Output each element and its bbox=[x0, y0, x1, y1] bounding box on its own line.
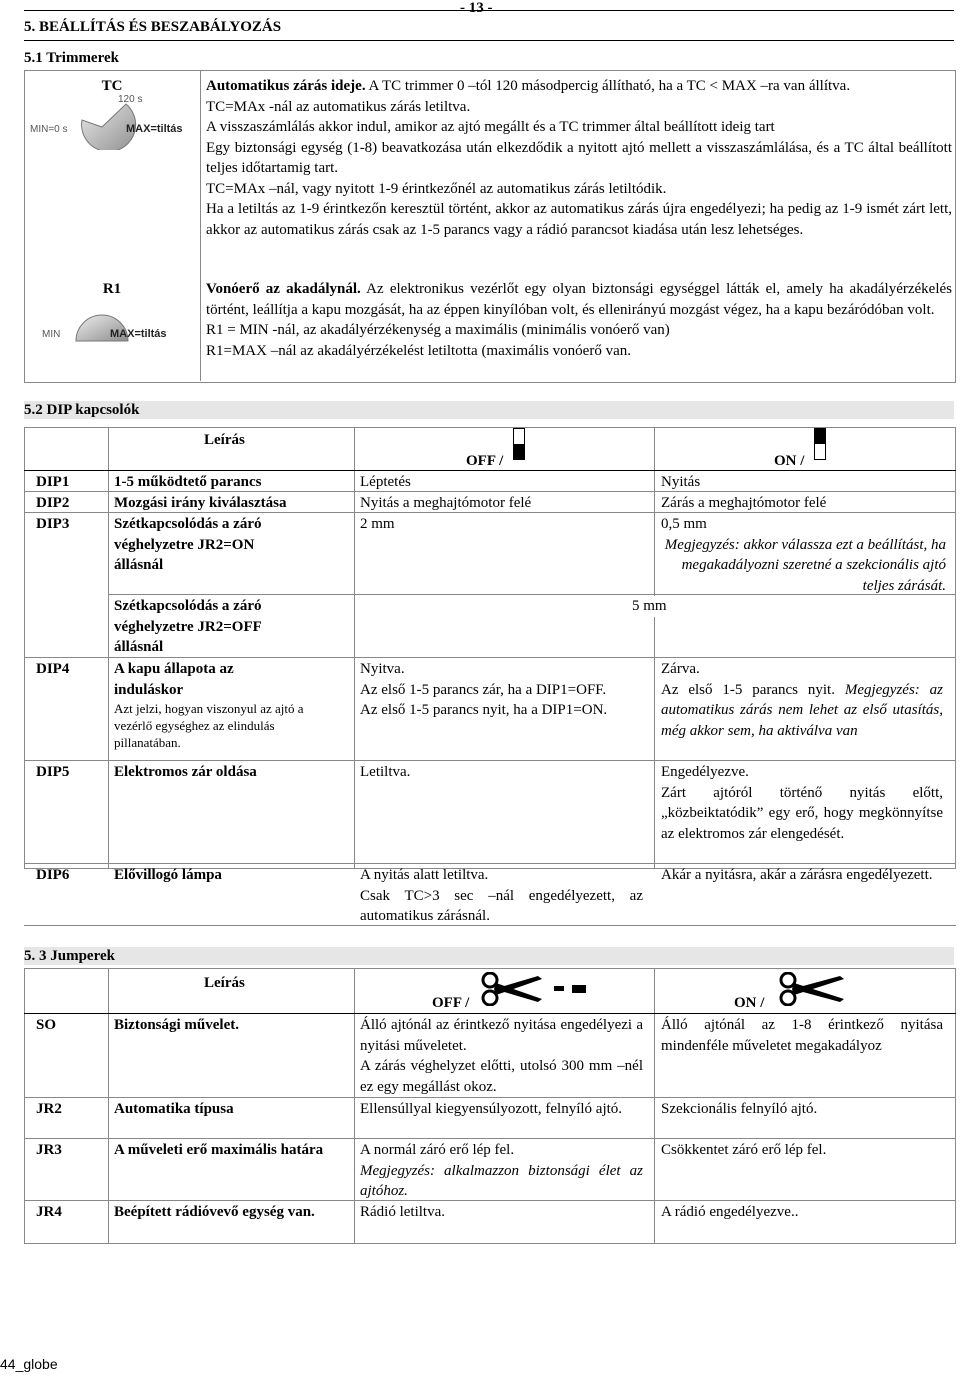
jumpers-heading: 5. 3 Jumperek bbox=[24, 948, 115, 964]
dip1-rule bbox=[24, 491, 956, 492]
tc-para-5: TC=MAx –nál, vagy nyitott 1-9 érintkezőnél az automatikus zárás letiltódik. bbox=[206, 180, 667, 197]
dip1-on: Nyitás bbox=[661, 474, 701, 490]
tc-dial-min-label: MIN=0 s bbox=[30, 124, 68, 135]
jr2-rule bbox=[24, 1138, 956, 1139]
tc-description bbox=[206, 76, 952, 240]
jr3-off bbox=[360, 1140, 643, 1202]
dip4-off-1: Nyitva. bbox=[360, 661, 405, 677]
dip5-rule bbox=[24, 863, 956, 864]
dip5-on-2: Zárt ajtóról történő nyitás előtt, „közbeiktatódik” egy erő, hogy megkönnyítse az elektromos zár elengedését. bbox=[661, 784, 943, 842]
r1-description bbox=[206, 279, 952, 361]
dip3-both-b: 5 mm bbox=[630, 596, 669, 617]
dip4-on-1: Zárva. bbox=[661, 661, 700, 677]
dip-switch-off-icon bbox=[513, 428, 525, 460]
trimmers-heading: 5.1 Trimmerek bbox=[24, 50, 119, 66]
dip5-id: DIP5 bbox=[36, 764, 70, 780]
section-title-rule bbox=[24, 10, 954, 11]
dip3-id: DIP3 bbox=[36, 516, 70, 532]
dip-col-on-label: ON / bbox=[774, 453, 805, 469]
r1-para-1 bbox=[206, 279, 952, 320]
dip4-rule bbox=[24, 760, 956, 761]
jr2-off: Ellensúllyal kiegyensúlyozott, felnyíló ajtó. bbox=[360, 1101, 623, 1117]
dip-header-rule bbox=[24, 470, 956, 471]
tc-para-6: Ha a letiltás az 1-9 érintkezőn keresztül történt, akkor az automatikus zárás újra engedélyezi; ha pedig az 1-9 ismét zárt lett, akkor az automatikus zárás csak az 1-5 parancs vagy a rádió parancsot kiadása után lesz lehetséges. bbox=[206, 201, 952, 238]
dip4-off-2: Az első 1-5 parancs zár, ha a DIP1=OFF. bbox=[360, 681, 607, 698]
jr4-on: A rádió engedélyezve.. bbox=[661, 1204, 799, 1220]
jr3-id: JR3 bbox=[36, 1142, 62, 1158]
dip4-on-note: Megjegyzés: az automatikus zárás nem lehet az első utasítás, még akkor sem, ha aktiválva van bbox=[661, 681, 943, 739]
dip6-off-2: Csak TC>3 sec –nál engedélyezett, az automatikus zárásnál. bbox=[360, 887, 643, 924]
dip-switch-on-icon bbox=[814, 428, 826, 460]
r1-dial-icon bbox=[42, 299, 192, 351]
jr2-desc: Automatika típusa bbox=[114, 1101, 234, 1117]
dip4-desc: A kapu állapota az induláskor bbox=[114, 661, 234, 698]
dip4-on-2-text: Az első 1-5 parancs nyit. bbox=[661, 681, 835, 698]
dip3-desc-a: Szétkapcsolódás a záró véghelyzetre JR2=ON állásnál bbox=[114, 516, 262, 573]
dip-heading-band bbox=[24, 401, 954, 419]
tc-dial-icon bbox=[30, 92, 195, 150]
jumper-on-scissors-icon bbox=[778, 972, 858, 1006]
dip1-off: Léptetés bbox=[360, 474, 411, 490]
dip6-id: DIP6 bbox=[36, 867, 70, 883]
so-rule bbox=[24, 1097, 956, 1098]
dip-col-off-header bbox=[466, 428, 525, 469]
jumper-col-divider-1 bbox=[108, 968, 109, 1243]
section-title: 5. BEÁLLÍTÁS ÉS BESZABÁLYOZÁS bbox=[24, 19, 282, 35]
dip2-on: Zárás a meghajtómotor felé bbox=[661, 495, 827, 511]
r1-para-1-rest: Az elektronikus vezérlőt egy olyan biztonsági egységgel látták el, amely ha akadályérzékelés történt, leállítja a kapu mozgását, ha az éppen kinyílóban volt, és ellenirányú mozgást végez, ha a kapu bezáródóban volt. bbox=[206, 281, 952, 318]
dip3-rule bbox=[24, 657, 956, 658]
dip3-on-a-value: 0,5 mm bbox=[661, 516, 707, 532]
dip4-id: DIP4 bbox=[36, 661, 70, 677]
jr4-id: JR4 bbox=[36, 1204, 62, 1220]
tc-label: TC bbox=[101, 78, 123, 94]
dip1-desc: 1-5 működtető parancs bbox=[114, 474, 262, 490]
dip1-id: DIP1 bbox=[36, 474, 70, 490]
dip3-inner-rule bbox=[108, 594, 956, 595]
dip3-desc-b: Szétkapcsolódás a záró véghelyzetre JR2=OFF állásnál bbox=[114, 598, 262, 655]
dip5-off: Letiltva. bbox=[360, 764, 411, 780]
section-title-rule-2 bbox=[24, 40, 954, 41]
jr3-off-1: A normál záró erő lép fel. bbox=[360, 1142, 515, 1158]
dip5-desc: Elektromos zár oldása bbox=[114, 764, 257, 780]
footer-label: 44_globe bbox=[0, 1356, 58, 1372]
jumper-col-divider-3 bbox=[654, 968, 655, 1243]
r1-label: R1 bbox=[102, 281, 122, 297]
tc-para-1 bbox=[206, 76, 952, 97]
r1-para-3: R1=MAX –nál az akadályérzékelést letiltotta (maximális vonóerő van. bbox=[206, 342, 631, 359]
r1-dial-max-label: MAX=tiltás bbox=[110, 328, 167, 340]
tc-dial-max-label: MAX=tiltás bbox=[126, 123, 183, 135]
tc-dial-top-label: 120 s bbox=[118, 94, 143, 105]
dip4-off-3: Az első 1-5 parancs nyit, ha a DIP1=ON. bbox=[360, 702, 608, 718]
jr3-on: Csökkentet záró erő lép fel. bbox=[661, 1142, 827, 1158]
tc-para-1-bold: Automatikus zárás ideje. bbox=[206, 78, 366, 94]
dip4-off bbox=[360, 659, 643, 721]
dip5-on bbox=[661, 762, 943, 844]
dip6-off-1: A nyitás alatt letiltva. bbox=[360, 867, 489, 883]
dip3-off-a: 2 mm bbox=[360, 516, 395, 532]
r1-dial-min-label: MIN bbox=[42, 329, 61, 340]
dip4-on-2 bbox=[661, 680, 943, 742]
tc-para-4: Egy biztonsági egység (1-8) beavatkozása után elkezdődik a nyitott ajtó mellett a visszaszámlálása, és a TC által beállított teljes időtartamig tart. bbox=[206, 139, 952, 176]
page-number: - 13 - bbox=[460, 0, 493, 16]
tc-para-1-rest: A TC trimmer 0 –tól 120 másodpercig állítható, ha a TC < MAX –ra van állítva. bbox=[365, 78, 851, 94]
dip6-on: Akár a nyitásra, akár a zárásra engedélyezett. bbox=[661, 867, 933, 883]
jumper-col-off-header bbox=[432, 970, 612, 1010]
jr4-desc: Beépített rádióvevő egység van. bbox=[114, 1204, 315, 1220]
dip4-desc-block bbox=[114, 659, 344, 751]
dip2-off: Nyitás a meghajtómotor felé bbox=[360, 495, 532, 511]
jumper-col-on-label: ON / bbox=[734, 995, 765, 1011]
so-id: SO bbox=[36, 1017, 57, 1033]
dip3-on-a bbox=[661, 514, 946, 596]
dip-col-on-header bbox=[774, 428, 826, 469]
tc-para-3: A visszaszámlálás akkor indul, amikor az ajtó megállt és a TC trimmer által beállított ideig tart bbox=[206, 119, 775, 135]
dip5-on-1: Engedélyezve. bbox=[661, 764, 749, 780]
jr4-off: Rádió letiltva. bbox=[360, 1204, 445, 1220]
so-desc: Biztonsági művelet. bbox=[114, 1017, 239, 1033]
jumper-header-rule bbox=[24, 1013, 956, 1014]
jr2-on: Szekcionális felnyíló ajtó. bbox=[661, 1101, 818, 1117]
dip4-on bbox=[661, 659, 943, 741]
jumper-col-divider-2 bbox=[354, 968, 355, 1243]
dip-heading: 5.2 DIP kapcsolók bbox=[24, 402, 140, 418]
jumper-col-off-label: OFF / bbox=[432, 995, 470, 1011]
r1-para-2: R1 = MIN -nál, az akadályérzékenység a maximális (minimális vonóerő van) bbox=[206, 322, 670, 338]
dip-col-desc-header: Leírás bbox=[204, 432, 245, 448]
trimmer-table-divider bbox=[200, 70, 201, 381]
dip2-id: DIP2 bbox=[36, 495, 70, 511]
jumpers-heading-band bbox=[24, 947, 954, 965]
dip-col-off-label: OFF / bbox=[466, 453, 504, 469]
tc-para-2: TC=MAx -nál az automatikus zárás letiltva. bbox=[206, 98, 471, 115]
r1-para-1-bold: Vonóerő az akadálynál. bbox=[206, 281, 361, 297]
so-off-2: A zárás véghelyzet előtti, utolsó 300 mm –nél ez egy megállást okoz. bbox=[360, 1058, 643, 1095]
dip4-desc-note: Azt jelzi, hogyan viszonyul az ajtó a vezérlő egységhez az elindulás pillanatában. bbox=[114, 701, 304, 750]
dip6-off bbox=[360, 865, 643, 927]
dip-col-divider-1 bbox=[108, 427, 109, 868]
jr2-id: JR2 bbox=[36, 1101, 62, 1117]
jr3-desc: A műveleti erő maximális határa bbox=[114, 1142, 324, 1158]
dip6-desc: Elővillogó lámpa bbox=[114, 867, 222, 883]
dip2-rule bbox=[24, 512, 956, 513]
so-on: Álló ajtónál az 1-8 érintkező nyitása mindenféle műveletet megakadályoz bbox=[661, 1017, 943, 1054]
jr3-off-2: Megjegyzés: alkalmazzon biztonsági élet az ajtóhoz. bbox=[360, 1162, 643, 1199]
so-off bbox=[360, 1015, 643, 1097]
jumper-off-scissors-icon bbox=[480, 972, 590, 1006]
jr3-rule bbox=[24, 1200, 956, 1201]
dip2-desc: Mozgási irány kiválasztása bbox=[114, 495, 287, 511]
so-off-1: Álló ajtónál az érintkező nyitása engedélyezi a nyitási műveletet. bbox=[360, 1017, 643, 1054]
jumper-col-desc-header: Leírás bbox=[204, 975, 245, 991]
dip-col-divider-3 bbox=[654, 427, 655, 868]
jumper-col-on-header bbox=[734, 970, 904, 1010]
dip6-rule bbox=[24, 925, 956, 926]
dip-col-divider-2 bbox=[354, 427, 355, 868]
dip3-on-a-note: Megjegyzés: akkor válassza ezt a beállítást, ha megakadályozni szeretné a szekcionális ajtó teljes zárását. bbox=[664, 536, 946, 594]
